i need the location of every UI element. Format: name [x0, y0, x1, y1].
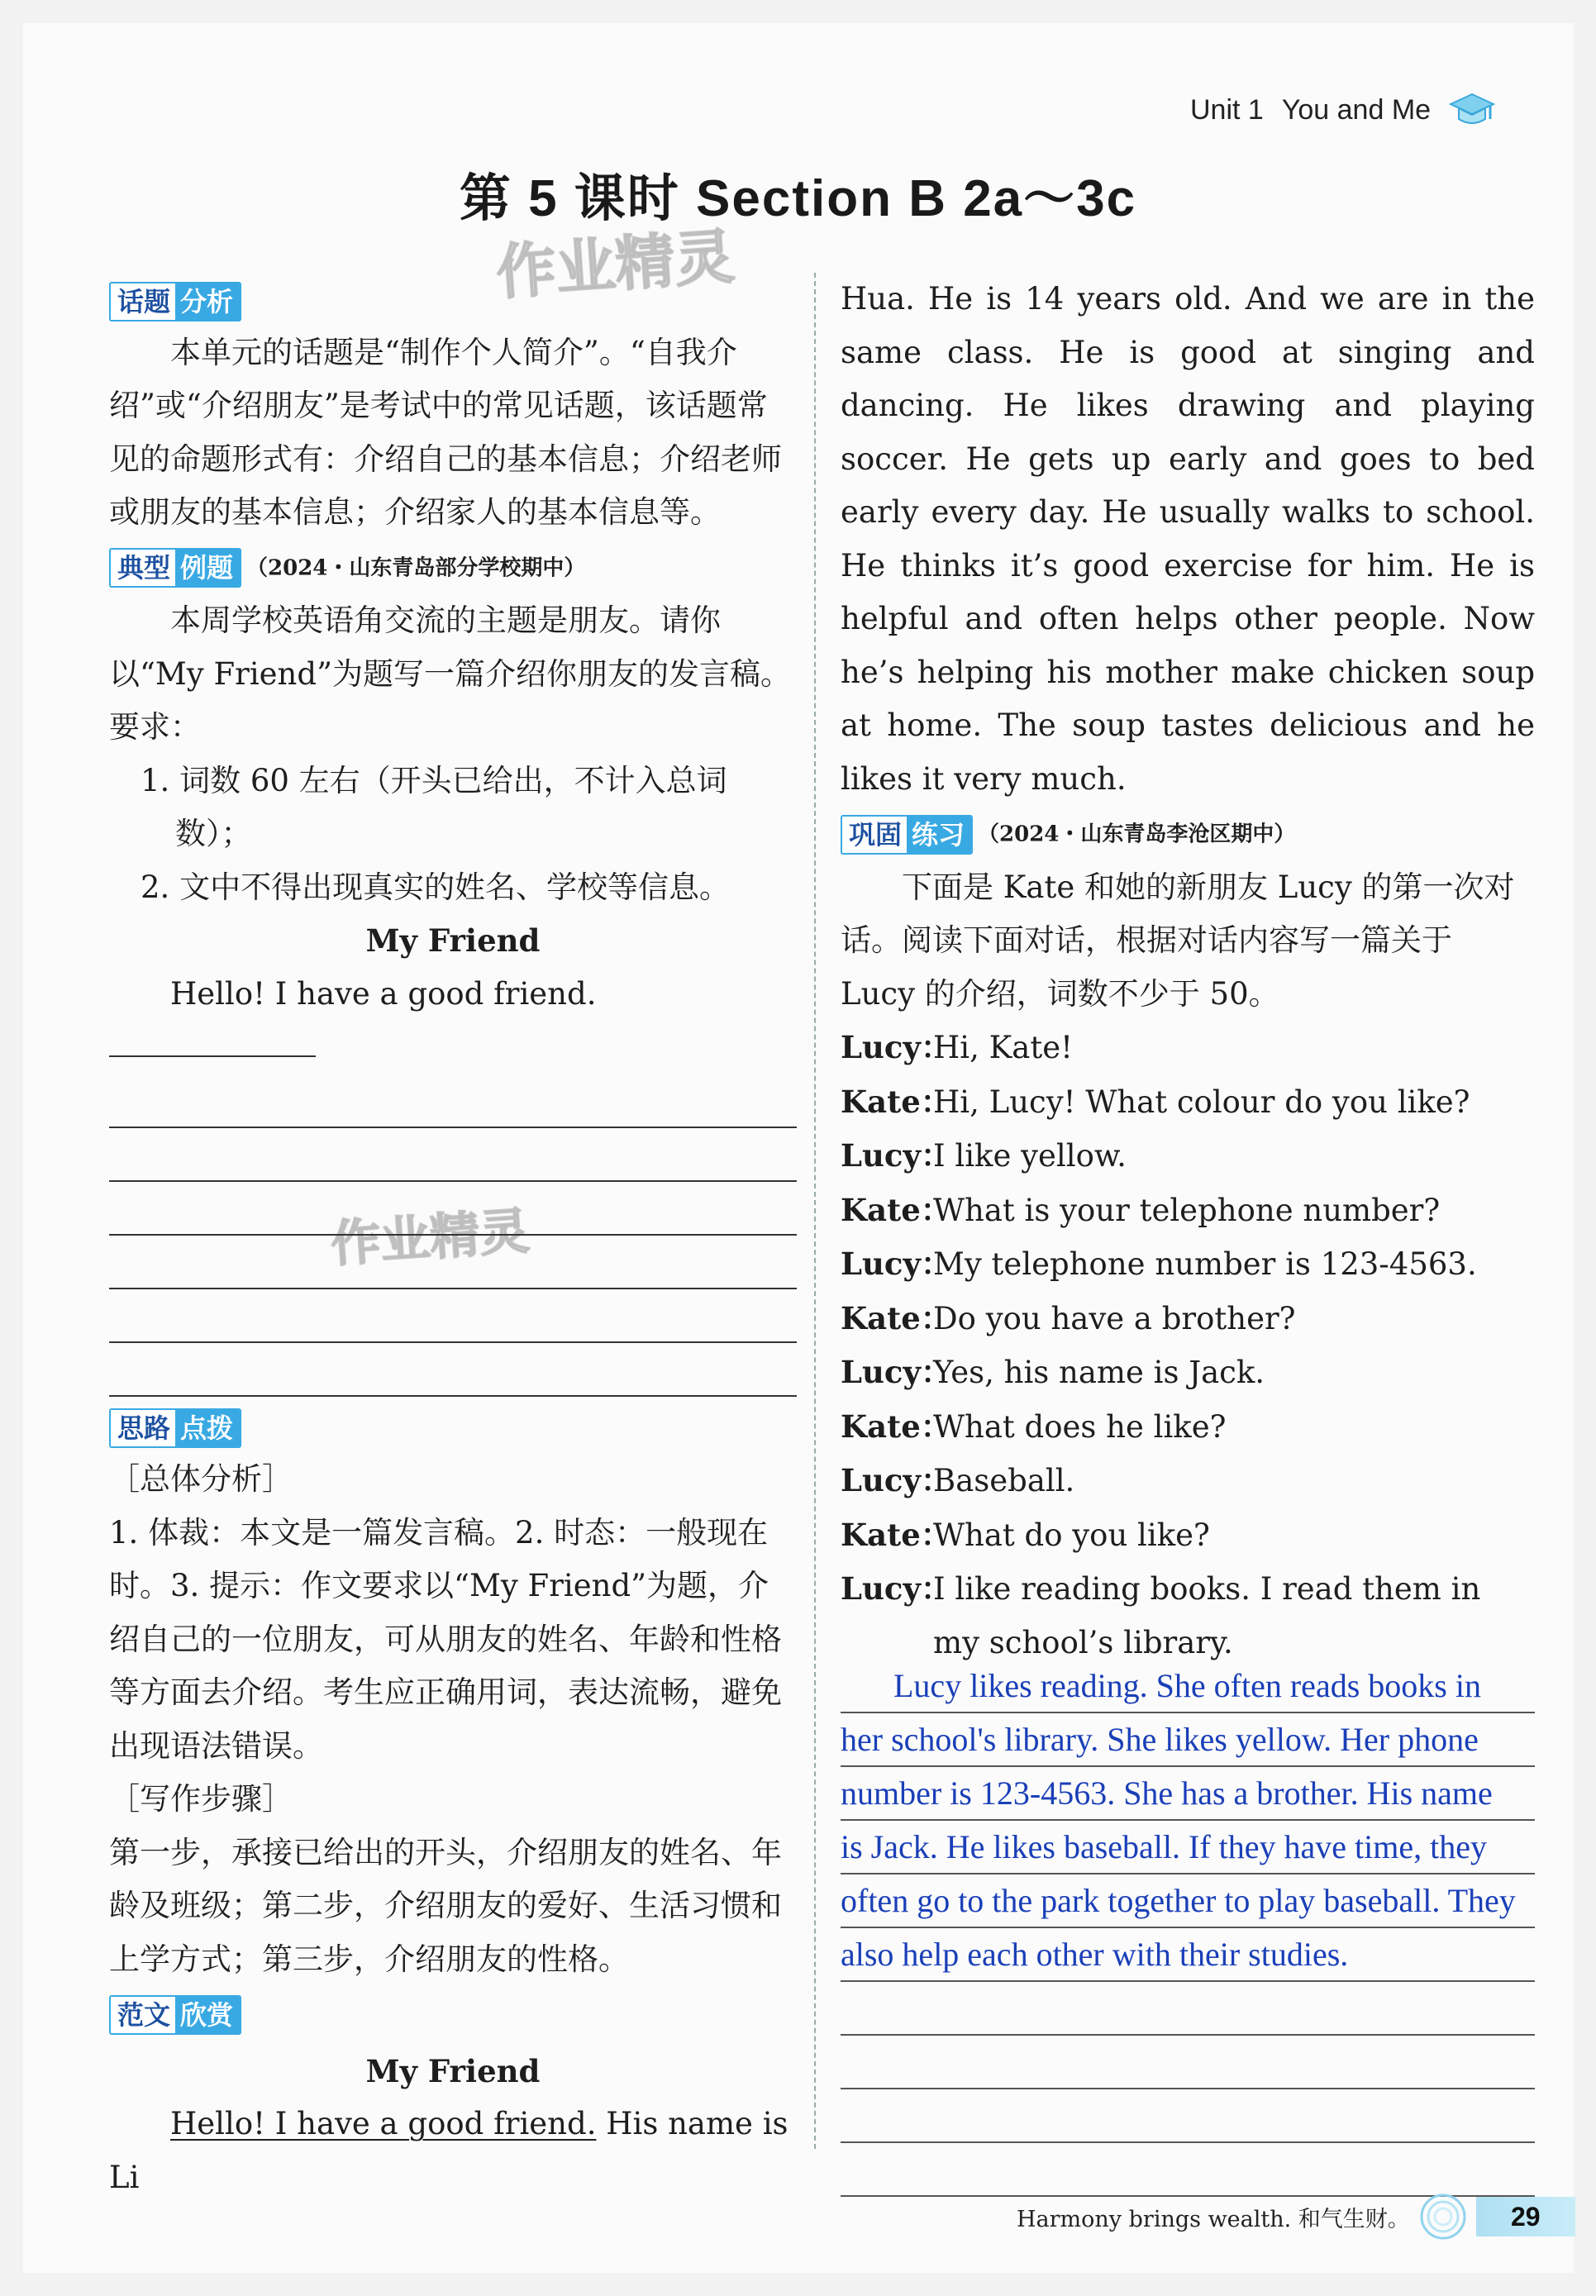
- writing-line[interactable]: [109, 1182, 797, 1236]
- writing-line[interactable]: [841, 2089, 1535, 2143]
- dialogue-line: Kate：Hi, Lucy! What colour do you like?: [841, 1083, 1470, 1120]
- unit-label: Unit 1: [1190, 93, 1264, 126]
- dialogue: [841, 1021, 1535, 1670]
- example-prompt: 本周学校英语角交流的主题是朋友。请你以“My Friend”为题写一篇介绍你朋友的发言稿。: [109, 603, 791, 692]
- page-footer: [1017, 2192, 1575, 2241]
- section-badge: 典型 例题: [109, 548, 241, 588]
- source-note: （2024・山东青岛李沧区期中）: [978, 822, 1296, 847]
- section-badge: 话题 分析: [109, 282, 241, 322]
- writing-line[interactable]: [109, 1128, 797, 1182]
- section-badge: 思路 点拨: [109, 1408, 241, 1448]
- page-number: 29: [1476, 2197, 1575, 2236]
- writing-line[interactable]: [109, 1074, 797, 1128]
- writing-blank[interactable]: [109, 1055, 316, 1057]
- dialogue-line: Kate：What do you like?: [841, 1516, 1210, 1553]
- answer-line: her school's library. She likes yellow. Her phone: [841, 1713, 1535, 1767]
- model-title: My Friend: [365, 2052, 541, 2089]
- dialogue-line: Lucy：I like yellow.: [841, 1137, 1127, 1174]
- answer-line: is Jack. He likes baseball. If they have time, they: [841, 1821, 1535, 1874]
- model-first-line: Hello! I have a good friend. His name is Li: [109, 2106, 788, 2195]
- essay-title: My Friend: [365, 922, 541, 960]
- writing-line[interactable]: [109, 1236, 797, 1289]
- unit-title: You and Me: [1281, 93, 1432, 126]
- overall-label: ［总体分析］: [109, 1461, 293, 1498]
- graduation-cap-icon: [1449, 89, 1495, 131]
- writing-line[interactable]: [109, 1289, 797, 1343]
- requirements-label: 要求：: [109, 709, 201, 745]
- requirement-item: 1. 词数 60 左右（开头已给出，不计入总词数）；: [141, 762, 727, 852]
- section-badge: 范文 欣赏: [109, 1995, 241, 2035]
- topic-text: 本单元的话题是“制作个人简介”。“自我介绍”或“介绍朋友”是考试中的常见话题，该话题常见的命题形式有：介绍自己的基本信息；介绍老师或朋友的基本信息；介绍家人的基本信息等。: [109, 334, 782, 530]
- dialogue-line: Kate：What does he like?: [841, 1408, 1227, 1445]
- dialogue-line: Kate：Do you have a brother?: [841, 1299, 1296, 1336]
- left-column: [109, 273, 797, 2204]
- writing-line[interactable]: [841, 2143, 1535, 2197]
- dialogue-line: Lucy：I like reading books. I read them in my school’s library.: [841, 1570, 1481, 1660]
- answer-line: Lucy likes reading. She often reads books in: [841, 1660, 1535, 1713]
- page-title: 第 5 课时 Section B 2a～3c: [459, 170, 1137, 227]
- writing-line[interactable]: [109, 1343, 797, 1397]
- right-column: [841, 273, 1535, 2197]
- watermark: 作业精灵: [493, 222, 737, 307]
- source-note: （2024・山东青岛部分学校期中）: [246, 555, 586, 580]
- watermark: 作业精灵: [329, 1202, 531, 1274]
- overall-text: 1. 体裁：本文是一篇发言稿。2. 时态：一般现在时。3. 提示：作文要求以“My Friend”为题，介绍自己的一位朋友，可从朋友的姓名、年龄和性格等方面去介绍。考生应正确用词，表达流畅，避免出现语法错误。: [109, 1514, 782, 1764]
- steps-label: ［写作步骤］: [109, 1781, 293, 1817]
- writing-line[interactable]: [841, 2036, 1535, 2089]
- answer-line: number is 123-4563. She has a brother. His name: [841, 1767, 1535, 1821]
- dialogue-line: Kate：What is your telephone number?: [841, 1191, 1441, 1228]
- writing-line[interactable]: [841, 1982, 1535, 2036]
- dialogue-line: Lucy：Hi, Kate!: [841, 1029, 1073, 1066]
- practice-heading: [841, 806, 1535, 861]
- dialogue-line: Lucy：Yes, his name is Jack.: [841, 1354, 1265, 1391]
- answer-area: [841, 1660, 1535, 1982]
- dialogue-line: Lucy：Baseball.: [841, 1462, 1075, 1499]
- requirement-item: 2. 文中不得出现真实的姓名、学校等信息。: [141, 869, 731, 905]
- essay-opening: Hello! I have a good friend.: [109, 968, 797, 1074]
- column-divider: [814, 273, 816, 2149]
- topic-heading: [109, 273, 797, 326]
- unit-header: [1190, 89, 1495, 131]
- model-heading: [109, 1986, 797, 2040]
- answer-line: also help each other with their studies.: [841, 1928, 1535, 1982]
- steps-text: 第一步，承接已给出的开头，介绍朋友的姓名、年龄及班级；第二步，介绍朋友的爱好、生活习惯和上学方式；第三步，介绍朋友的性格。: [109, 1834, 782, 1977]
- answer-line: often go to the park together to play baseball. They: [841, 1874, 1535, 1928]
- model-continuation: Hua. He is 14 years old. And we are in the same class. He is good at singing and dancing. He likes drawing and playing soccer. He gets up early and goes to bed early every day. He usually walks to school. He thinks it’s good exercise for him. He is helpful and often helps other people. Now he’s helping his mother make chicken soup at home. The soup tastes delicious and he likes it very much.: [841, 281, 1535, 797]
- footer-motto: Harmony brings wealth. 和气生财。: [1017, 2206, 1410, 2232]
- dialogue-line: Lucy：My telephone number is 123-4563.: [841, 1246, 1477, 1283]
- practice-prompt: 下面是 Kate 和她的新朋友 Lucy 的第一次对话。阅读下面对话，根据对话内容写一篇关于 Lucy 的介绍，词数不少于 50。: [841, 869, 1515, 1012]
- thinking-heading: [109, 1400, 797, 1454]
- example-heading: [109, 540, 797, 595]
- section-badge: 巩固 练习: [841, 815, 973, 855]
- swirl-icon: [1418, 2192, 1468, 2241]
